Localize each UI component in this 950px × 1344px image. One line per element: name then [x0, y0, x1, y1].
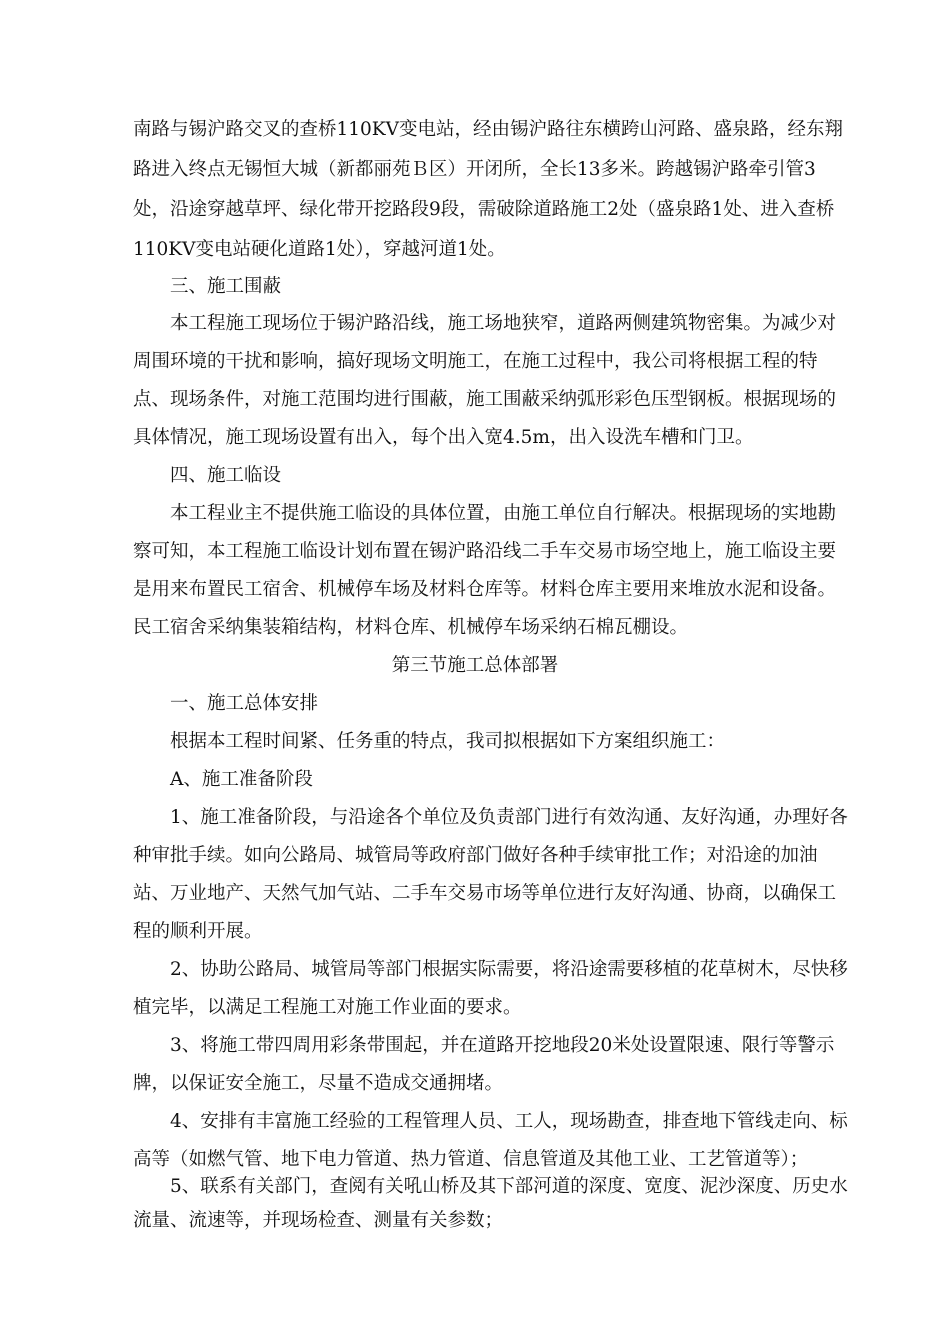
text-line: 流量、流速等，并现场检查、测量有关参数；: [133, 1210, 504, 1231]
text-line: 具体情况，施工现场设置有出入，每个出入宽4.5m，出入设洗车槽和门卫。: [133, 427, 754, 448]
text-line: 民工宿舍采纳集装箱结构，材料仓库、机械停车场采纳石棉瓦棚设。: [133, 617, 689, 638]
text-line: 南路与锡沪路交叉的查桥110KV变电站，经由锡沪路往东横跨山河路、盛泉路，经东翔: [133, 119, 843, 140]
text-line: 1、施工准备阶段，与沿途各个单位及负责部门进行有效沟通、友好沟通，办理好各: [170, 807, 848, 828]
text-line: 点、现场条件，对施工范围均进行围蔽，施工围蔽采纳弧形彩色压型钢板。根据现场的: [133, 389, 837, 410]
text-line: 5、联系有关部门，查阅有关吼山桥及其下部河道的深度、宽度、泥沙深度、历史水: [170, 1176, 848, 1197]
text-line: 程的顺利开展。: [133, 921, 263, 942]
text-line: 周围环境的干扰和影响，搞好现场文明施工，在施工过程中，我公司将根据工程的特: [133, 351, 818, 372]
section-heading: 第三节施工总体部署: [391, 655, 559, 676]
text-line: 牌，以保证安全施工，尽量不造成交通拥堵。: [133, 1073, 504, 1094]
text-line: 四、施工临设: [170, 465, 282, 486]
text-line: 是用来布置民工宿舍、机械停车场及材料仓库等。材料仓库主要用来堆放水泥和设备。: [133, 579, 837, 600]
text-line: 察可知，本工程施工临设计划布置在锡沪路沿线二手车交易市场空地上，施工临设主要: [133, 541, 837, 562]
text-line: 高等（如燃气管、地下电力管道、热力管道、信息管道及其他工业、工艺管道等）；: [133, 1149, 809, 1170]
text-line: 种审批手续。如向公路局、城管局等政府部门做好各种手续审批工作；对沿途的加油: [133, 845, 818, 866]
text-line: A、施工准备阶段: [170, 769, 313, 790]
text-line: 根据本工程时间紧、任务重的特点，我司拟根据如下方案组织施工：: [170, 731, 726, 752]
text-line: 处，沿途穿越草坪、绿化带开挖路段9段，需破除道路施工2处（盛泉路1处、进入查桥: [133, 199, 835, 220]
text-line: 三、施工围蔽: [170, 276, 282, 297]
text-line: 站、万业地产、天然气加气站、二手车交易市场等单位进行友好沟通、协商，以确保工: [133, 883, 837, 904]
text-line: 植完毕，以满足工程施工对施工作业面的要求。: [133, 997, 522, 1018]
text-line: 本工程施工现场位于锡沪路沿线，施工场地狭窄，道路两侧建筑物密集。为减少对: [170, 313, 837, 334]
text-line: 3、将施工带四周用彩条带围起，并在道路开挖地段20米处设置限速、限行等警示: [170, 1035, 835, 1056]
text-line: 110KV变电站硬化道路1处），穿越河道1处。: [133, 239, 506, 260]
text-line: 本工程业主不提供施工临设的具体位置，由施工单位自行解决。根据现场的实地勘: [170, 503, 837, 524]
text-line: 一、施工总体安排: [170, 693, 319, 714]
text-line: 路进入终点无锡恒大城（新都丽苑Ｂ区）开闭所，全长13多米。跨越锡沪路牵引管3: [133, 159, 816, 180]
text-line: 2、协助公路局、城管局等部门根据实际需要，将沿途需要移植的花草树木，尽快移: [170, 959, 848, 980]
text-line: 4、安排有丰富施工经验的工程管理人员、工人，现场勘查，排查地下管线走向、标: [170, 1111, 848, 1132]
